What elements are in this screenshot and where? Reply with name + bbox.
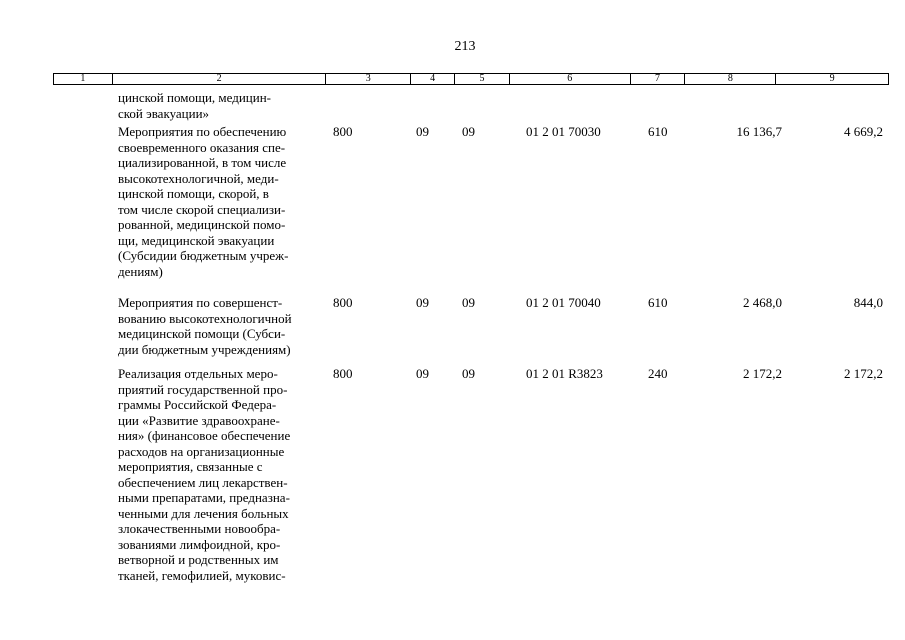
page-number: 213: [454, 39, 476, 54]
header-cell-2: 2: [113, 74, 326, 84]
row-col6: 01 2 01 R3823: [526, 366, 603, 381]
continuation-text: цинской помощи, медицин- ской эвакуации»: [118, 90, 272, 121]
header-cell-1: 1: [54, 74, 113, 84]
row-col7: 610: [648, 295, 668, 310]
row-col7: 610: [648, 124, 668, 139]
row-col9: 2 172,2: [844, 366, 883, 381]
row-col8: 2 172,2: [743, 366, 782, 381]
row-col3: 800: [333, 124, 353, 139]
header-cell-7: 7: [631, 74, 686, 84]
header-cell-8: 8: [685, 74, 776, 84]
header-cell-3: 3: [326, 74, 411, 84]
row-col9: 4 669,2: [844, 124, 883, 139]
row-col6: 01 2 01 70040: [526, 295, 601, 310]
row-col3: 800: [333, 366, 353, 381]
row-col9: 844,0: [853, 295, 883, 310]
row-col4: 09: [416, 366, 429, 381]
row-col7: 240: [648, 366, 668, 381]
row-description: Реализация отдельных меро- приятий государственной про- граммы Российской Федера- ции «Развитие здравоохране- ния» (финансовое обеспечение расходов на организационные мероприятия, связанные с обеспечением лиц лекарствен- ными препаратами, предназна- ченными для лечения больных злокачественными новообра- зованиями лимфоидной, кро- ветворной и родственных им тканей, гемофилией, муковис-: [118, 366, 291, 583]
header-cell-6: 6: [510, 74, 631, 84]
row-col8: 2 468,0: [743, 295, 782, 310]
header-cell-4: 4: [411, 74, 455, 84]
row-description: Мероприятия по совершенст- вованию высокотехнологичной медицинской помощи (Субси- дии бюджетным учреждениям): [118, 295, 292, 357]
row-col3: 800: [333, 295, 353, 310]
row-description: Мероприятия по обеспечению своевременного оказания спе- циализированной, в том числе высокотехнологичной, меди- цинской помощи, скорой, в том числе скорой специализи- рованной, медицинской помо- щи, медицинской эвакуации (Субсидии бюджетным учреж- дениям): [118, 124, 289, 279]
row-col8: 16 136,7: [736, 124, 782, 139]
header-cell-5: 5: [455, 74, 510, 84]
header-cell-9: 9: [829, 74, 835, 84]
row-col5: 09: [462, 366, 475, 381]
row-col6: 01 2 01 70030: [526, 124, 601, 139]
row-col4: 09: [416, 295, 429, 310]
row-col5: 09: [462, 124, 475, 139]
row-col4: 09: [416, 124, 429, 139]
row-col5: 09: [462, 295, 475, 310]
